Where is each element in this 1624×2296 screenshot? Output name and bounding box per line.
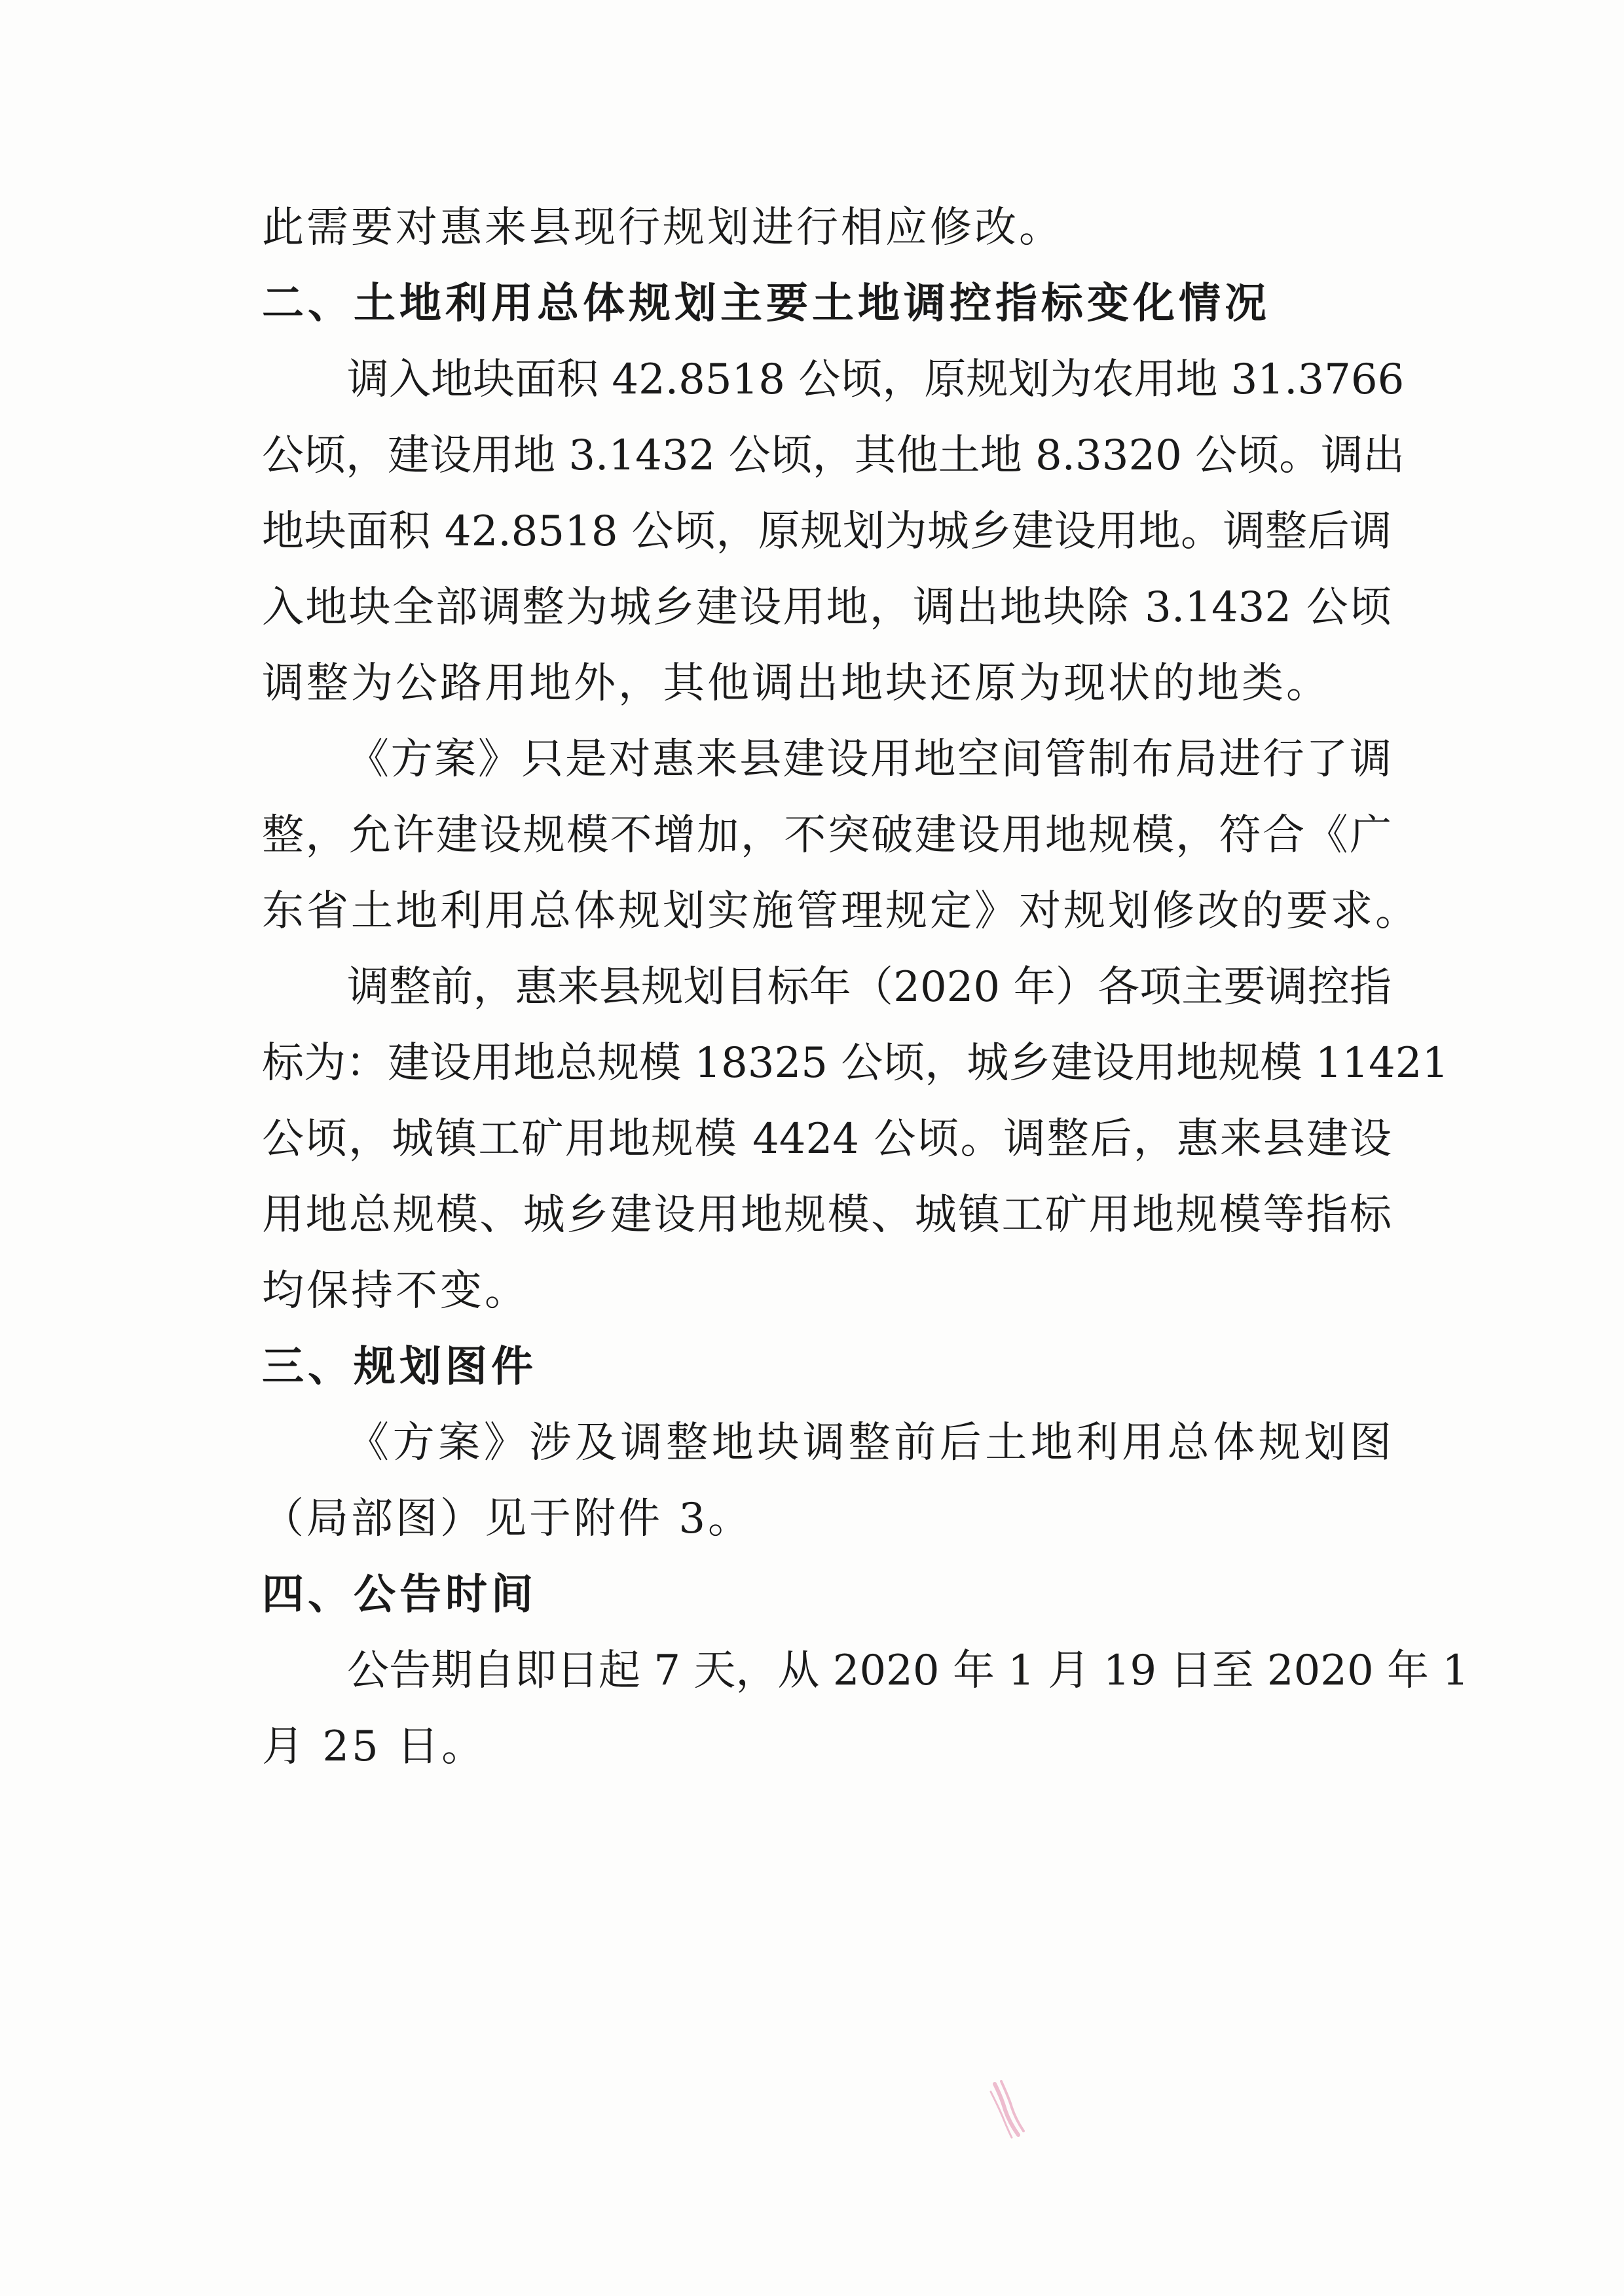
paragraph [262,949,1449,1329]
paragraph-line: 均保持不变。 [262,1267,529,1315]
paragraph-line: 入地块全部调整为城乡建设用地，调出地块除 3.1432 公顷 [262,583,1392,632]
paragraph-line: 公顷，建设用地 3.1432 公顷，其他土地 8.3320 公顷。调出 [262,431,1405,480]
section-heading: 三、规划图件 [262,1342,537,1391]
paragraph-line: 调入地块面积 42.8518 公顷，原规划为农用地 31.3766 [347,355,1405,404]
paragraph-line: 公顷，城镇工矿用地规模 4424 公顷。调整后，惠来县建设 [262,1115,1392,1163]
paragraph-line: （局部图）见于附件 3。 [262,1495,753,1543]
paragraph-line: 月 25 日。 [262,1722,487,1771]
paragraph-line: 《方案》涉及调整地块调整前后土地利用总体规划图 [347,1419,1392,1467]
paragraph-line: 《方案》只是对惠来县建设用地空间管制布局进行了调 [347,735,1392,784]
paragraph-line: 东省土地利用总体规划实施管理规定》对规划修改的要求。 [262,887,1420,936]
section-planning-drawings [262,1329,1392,1557]
paragraph-line: 标为：建设用地总规模 18325 公顷，城乡建设用地规模 11421 [262,1039,1449,1087]
section-heading: 四、公告时间 [262,1570,537,1619]
paragraph [262,342,1405,721]
paragraph [262,1633,1469,1785]
paragraph [262,1405,1392,1557]
paragraph [262,721,1420,949]
stamp-mark-icon [986,2079,1031,2141]
document-body [262,190,1469,1785]
continuation-line: 此需要对惠来县现行规划进行相应修改。 [262,204,1063,252]
paragraph-line: 公告期自即日起 7 天，从 2020 年 1 月 19 日至 2020 年 1 [347,1647,1469,1695]
paragraph-line: 调整为公路用地外，其他调出地块还原为现状的地类。 [262,659,1331,708]
section-announcement-period [262,1557,1469,1785]
paragraph-line: 用地总规模、城乡建设用地规模、城镇工矿用地规模等指标 [262,1191,1392,1239]
section-land-indicators [262,266,1449,1329]
paragraph-line: 调整前，惠来县规划目标年（2020 年）各项主要调控指 [347,963,1392,1011]
paragraph-line: 整，允许建设规模不增加，不突破建设用地规模，符合《广 [262,811,1392,860]
section-heading: 二、土地利用总体规划主要土地调控指标变化情况 [262,279,1270,328]
paragraph-line: 地块面积 42.8518 公顷，原规划为城乡建设用地。调整后调 [262,507,1392,556]
